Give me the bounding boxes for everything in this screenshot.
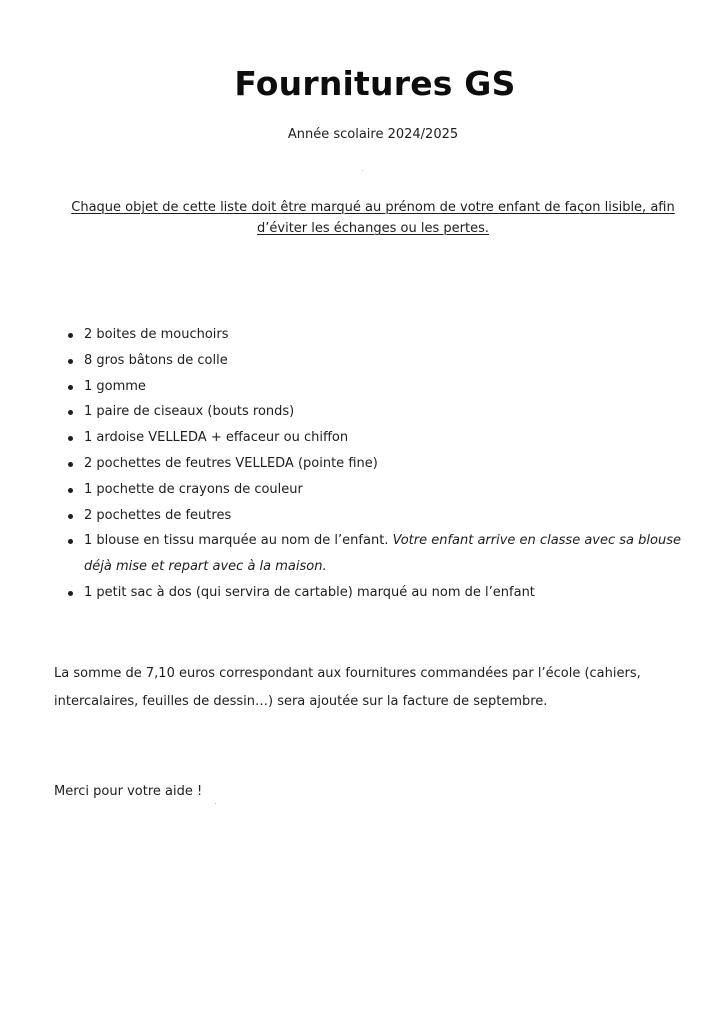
supply-item	[58, 580, 698, 606]
supply-item	[58, 348, 698, 374]
labeling-notice: Chaque objet de cette liste doit être marqué au prénom de votre enfant de façon lisible, afin d’éviter les échanges ou les pertes.	[71, 200, 675, 236]
supply-item-text: 8 gros bâtons de colle	[84, 352, 228, 368]
fee-paragraph: La somme de 7,10 euros correspondant aux fournitures commandées par l’école (cahiers, intercalaires, feuilles de dessin…) sera ajoutée sur la facture de septembre.	[54, 666, 641, 709]
scan-speck	[215, 803, 216, 804]
bullet-icon	[68, 539, 73, 544]
supply-item-text: 2 pochettes de feutres	[84, 507, 232, 523]
supply-item	[58, 399, 698, 425]
supply-item	[58, 322, 698, 348]
supply-item-text: 2 boites de mouchoirs	[84, 327, 229, 342]
supply-item-text: 1 blouse en tissu marquée au nom de l’enfant.	[84, 533, 393, 549]
bullet-icon	[68, 359, 73, 364]
supply-item	[58, 451, 698, 477]
supply-item-text: 1 ardoise VELLEDA + effaceur ou chiffon	[84, 430, 349, 446]
supply-item-text: 2 pochettes de feutres VELLEDA (pointe fine)	[84, 455, 378, 471]
bullet-icon	[68, 514, 73, 519]
scan-speck	[362, 170, 363, 171]
supply-item-text: 1 paire de ciseaux (bouts ronds)	[84, 404, 295, 420]
supply-item	[58, 503, 698, 529]
supply-item	[58, 477, 698, 503]
closing-text: Merci pour votre aide !	[54, 784, 203, 799]
supply-item-note: Votre enfant arrive en classe avec sa blouse déjà mise et repart avec à la maison.	[84, 533, 681, 575]
supply-item-text: 1 petit sac à dos (qui servira de cartable) marqué au nom de l’enfant	[84, 584, 535, 600]
supply-item-text: 1 pochette de crayons de couleur	[84, 481, 303, 497]
supply-item	[58, 374, 698, 400]
bullet-icon	[68, 462, 73, 467]
bullet-icon	[68, 436, 73, 441]
document-title: Fournitures GS	[234, 64, 516, 103]
supply-item	[58, 425, 698, 451]
bullet-icon	[68, 410, 73, 415]
bullet-icon	[68, 385, 73, 390]
supplies-list	[58, 322, 698, 606]
supply-item	[58, 528, 698, 580]
bullet-icon	[68, 488, 73, 493]
school-year-subtitle: Année scolaire 2024/2025	[287, 127, 459, 142]
supply-item-text: 1 gomme	[84, 378, 146, 394]
bullet-icon	[68, 333, 73, 338]
bullet-icon	[68, 591, 73, 596]
